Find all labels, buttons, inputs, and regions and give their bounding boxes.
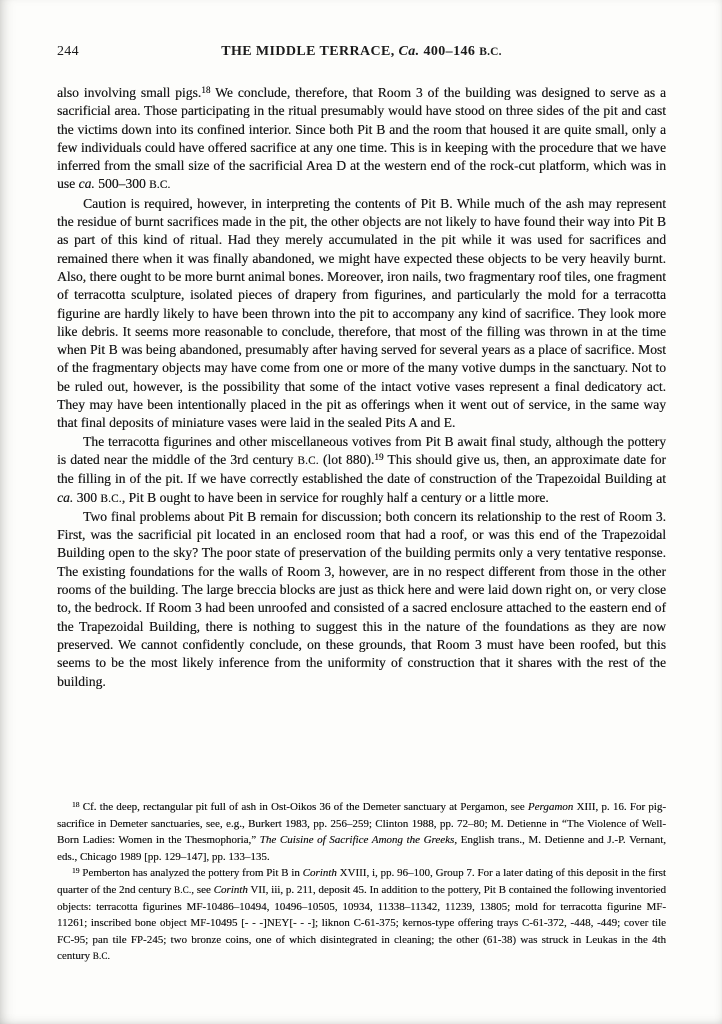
- footnote: $^{18}$ Cf. the deep, rectangular pit full of ash in Ost-Oikos 36 of the Demeter sanctuary at Pergamon, see Pergamon XIII, p. 16. For pig-sacrifice in Demeter sanctuaries, see, e.g., Burkert 1983, pp. 256–259; Clinton 1988, pp. 72–80; M. Detienne in “The Violence of Well-Born Ladies: Women in the Thesmophoria,” The Cuisine of Sacrifice Among the Greeks, English trans., M. Detienne and J.-P. Vernant, eds., Chicago 1989 [pp. 129–147], pp. 133–135.: [57, 799, 667, 863]
- body-text: [57, 84, 666, 691]
- paragraph: also involving small pigs.$^{18}$ We conclude, therefore, that Room 3 of the building was designed to serve as a sacrificial area. Those participating in the ritual presumably would have stood on three sides of the pit and cast the victims down into its confined interior. Since both Pit B and the room that housed it are quite small, only a few individuals could have offered sacrifice at any one time. This is in keeping with the procedure that we have inferred from the small size of the sacrificial Area D at the western end of the rock-cut platform, which was in use ca. 500–300 B.C.: [57, 84, 667, 192]
- footnotes: [57, 799, 666, 965]
- footnote: $^{19}$ Pemberton has analyzed the pottery from Pit B in Corinth XVIII, i, pp. 96–100, Group 7. For a later dating of this deposit in the first quarter of the 2nd century B.C., see Corinth VII, iii, p. 211, deposit 45. In addition to the pottery, Pit B contained the following inventoried objects: terracotta figurines MF-10486–10494, 10496–10505, 10934, 11338–11342, 11239, 13805; mold for terracotta figurine MF-11261; inscribed bone object MF-10495 [- - -]ΝΕΥ[- - -]; liknon C-61-375; kernos-type offering trays C-61-372, -448, -449; cover tile FC-95; pan tile FP-245; two bronze coins, one of which disintegrated in cleaning; the other (61-38) was struck in Leukas in the 4th century B.C.: [57, 866, 667, 963]
- page-number: 244: [57, 44, 79, 59]
- page-title: THE MIDDLE TERRACE, Ca. 400–146 B.C.: [221, 44, 502, 59]
- paragraph: The terracotta figurines and other miscellaneous votives from Pit B await final study, although the pottery is dated near the middle of the 3rd century B.C. (lot 880).$^{19}$ This should give us, then, an approximate date for the filling in of the pit. If we have correctly established the date of construction of the Trapezoidal Building at ca. 300 B.C., Pit B ought to have been in service for roughly half a century or a little more.: [57, 433, 666, 505]
- page-header: [57, 44, 666, 61]
- paragraph: Caution is required, however, in interpreting the contents of Pit B. While much of the ash may represent the residue of burnt sacrifices made in the pit, the other objects are not likely to have found their way into Pit B as part of this kind of ritual. Had they merely accumulated in the pit while it was used for sacrifices and remained there when it was finally abandoned, we might have expected these objects to be very heavily burnt. Also, there ought to be more burnt animal bones. Moreover, iron nails, two fragmentary roof tiles, one fragment of terracotta sculpture, isolated pieces of drapery from figurines, and particularly the mold for a terracotta figurine are hardly likely to have been thrown into the pit to accompany any kind of sacrifice. They look more like debris. It seems more reasonable to conclude, therefore, that most of the filling was thrown in at the time when Pit B was being abandoned, presumably after having served for several years as a place of sacrifice. Most of the fragmentary objects may have come from one or more of the many votive dumps in the sanctuary. Not to be ruled out, however, is the possibility that some of the intact votive vases represent a final dedicatory act. They may have been intentionally placed in the pit as offerings when it went out of service, in the same way that final deposits of miniature vases were laid in the sealed Pits A and E.: [57, 195, 666, 431]
- paragraph: Two final problems about Pit B remain for discussion; both concern its relationship to the rest of Room 3. First, was the sacrificial pit located in an enclosed room that had a roof, or was this end of the Trapezoidal Building open to the sky? The poor state of preservation of the building permits only a very tentative response. The existing foundations for the walls of Room 3, however, are in no respect different from those in the other rooms of the building. The large breccia blocks are just as thick here and were laid down right on, or very close to, the bedrock. If Room 3 had been unroofed and consisted of a sacred enclosure attached to the eastern end of the Trapezoidal Building, there is nothing to suggest this in the nature of the foundations as they are now preserved. We cannot confidently conclude, on these grounds, that Room 3 must have been roofed, but this seems to be the most likely inference from the uniformity of construction that it shares with the rest of the building.: [57, 508, 666, 689]
